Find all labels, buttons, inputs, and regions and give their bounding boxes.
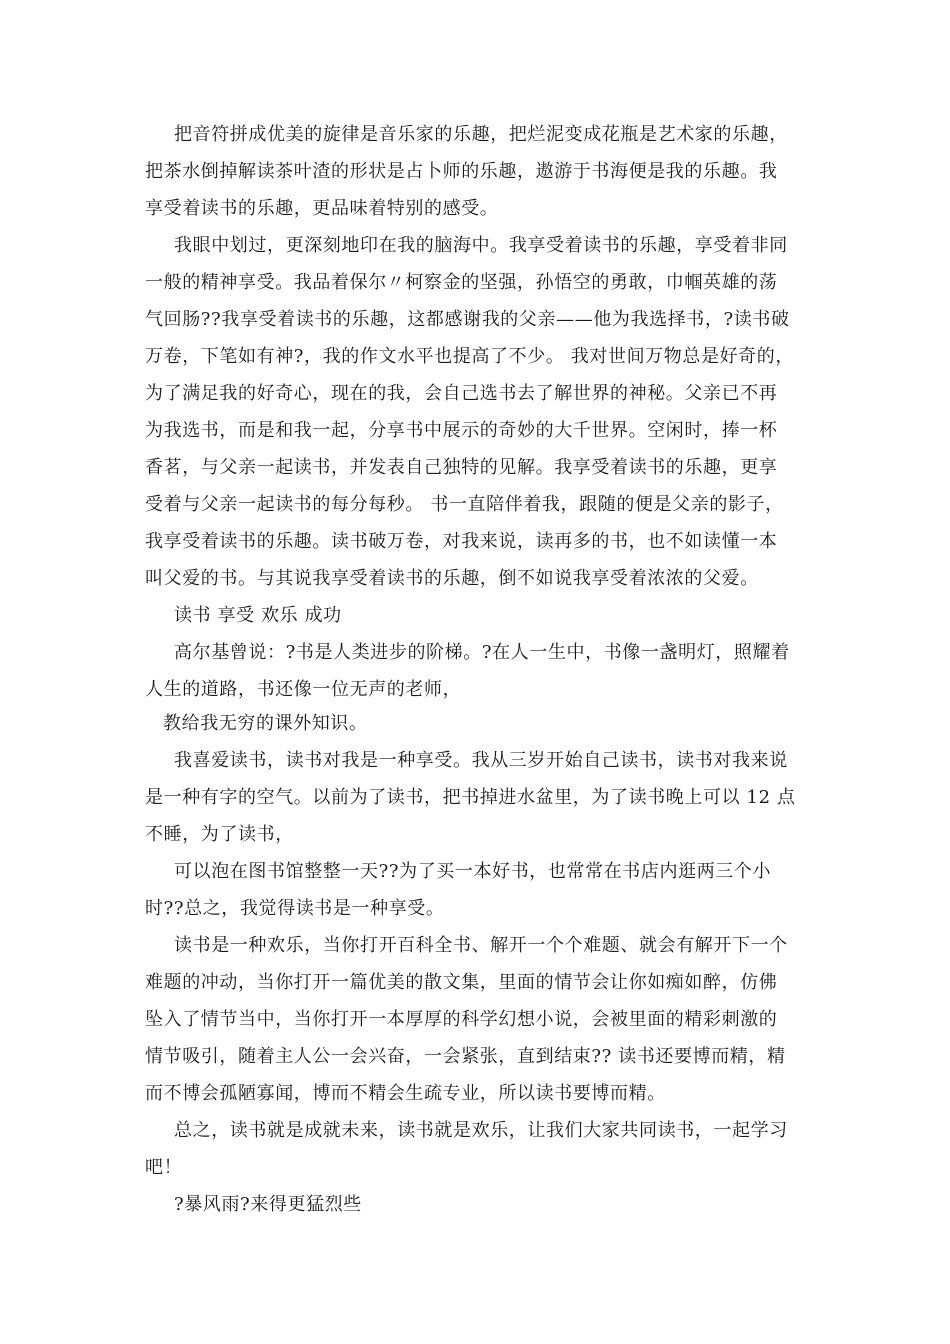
text-line: 我喜爱读书，读书对我是一种享受。我从三岁开始自己读书，读书对我来说 [174, 750, 788, 771]
text-line: 气回肠??我享受着读书的乐趣，这都感谢我的父亲——他为我选择书，?读书破 [145, 309, 790, 330]
text-line: 难题的冲动，当你打开一篇优美的散文集，里面的情节会让你如痴如醉，仿佛 [145, 972, 778, 993]
text-line: 不睡，为了读书， [145, 824, 294, 845]
text-line: 把音符拼成优美的旋律是音乐家的乐趣，把烂泥变成花瓶是艺术家的乐趣， [174, 124, 788, 145]
text-line: 人生的道路，书还像一位无声的老师， [145, 679, 462, 700]
text-line: 我享受着读书的乐趣。读书破万卷，对我来说，读再多的书，也不如读懂一本 [145, 531, 778, 552]
text-line: 是一种有字的空气。以前为了读书，把书掉进水盆里，为了读书晚上可以 12 点 [145, 787, 796, 808]
text-line: 叫父爱的书。与其说我享受着读书的乐趣，倒不如说我享受着浓浓的父爱。 [145, 568, 759, 589]
keywords-line: 读书 享受 欢乐 成功 [174, 605, 342, 626]
text-line: 时??总之，我觉得读书是一种享受。 [145, 898, 445, 919]
text-line: 香茗，与父亲一起读书，并发表自己独特的见解。我享受着读书的乐趣，更享 [145, 457, 778, 478]
text-line: 可以泡在图书馆整整一天??为了买一本好书，也常常在书店内逛两三个小 [174, 861, 772, 882]
text-line: 坠入了情节当中，当你打开一本厚厚的科学幻想小说，会被里面的精彩刺激的 [145, 1009, 778, 1030]
text-line: 我眼中划过，更深刻地印在我的脑海中。我享受着读书的乐趣，享受着非同 [174, 235, 788, 256]
text-line: 一般的精神享受。我品着保尔〃柯察金的坚强，孙悟空的勇敢，巾帼英雄的荡 [145, 272, 778, 293]
text-line: 万卷，下笔如有神?，我的作文水平也提高了不少。 我对世间万物总是好奇的， [145, 346, 794, 367]
text-line: ?暴风雨?来得更猛烈些 [174, 1194, 362, 1215]
text-line: 受着与父亲一起读书的每分每秒。 书一直陪伴着我，跟随的便是父亲的影子， [145, 494, 784, 515]
text-line: 享受着读书的乐趣，更品味着特别的感受。 [145, 198, 499, 219]
text-line: 为我选书，而是和我一起，分享书中展示的奇妙的大千世界。空闲时，捧一杯 [145, 420, 778, 441]
text-line: 高尔基曾说：?书是人类进步的阶梯。?在人一生中，书像一盏明灯，照耀着 [174, 642, 790, 663]
text-line: 把茶水倒掉解读茶叶渣的形状是占卜师的乐趣，遨游于书海便是我的乐趣。我 [145, 161, 778, 182]
text-line: 总之，读书就是成就未来，读书就是欢乐，让我们大家共同读书，一起学习 [174, 1120, 788, 1141]
text-line: 教给我无穷的课外知识。 [163, 713, 368, 734]
text-line: 情节吸引，随着主人公一会兴奋，一会紧张，直到结束?? 读书还要博而精，精 [145, 1046, 786, 1067]
text-line: 读书是一种欢乐，当你打开百科全书、解开一个个难题、就会有解开下一个 [174, 935, 788, 956]
text-line: 吧！ [145, 1157, 183, 1178]
text-line: 而不博会孤陋寡闻，博而不精会生疏专业，所以读书要博而精。 [145, 1083, 666, 1104]
text-line: 为了满足我的好奇心，现在的我，会自己选书去了解世界的神秘。父亲已不再 [145, 383, 778, 404]
